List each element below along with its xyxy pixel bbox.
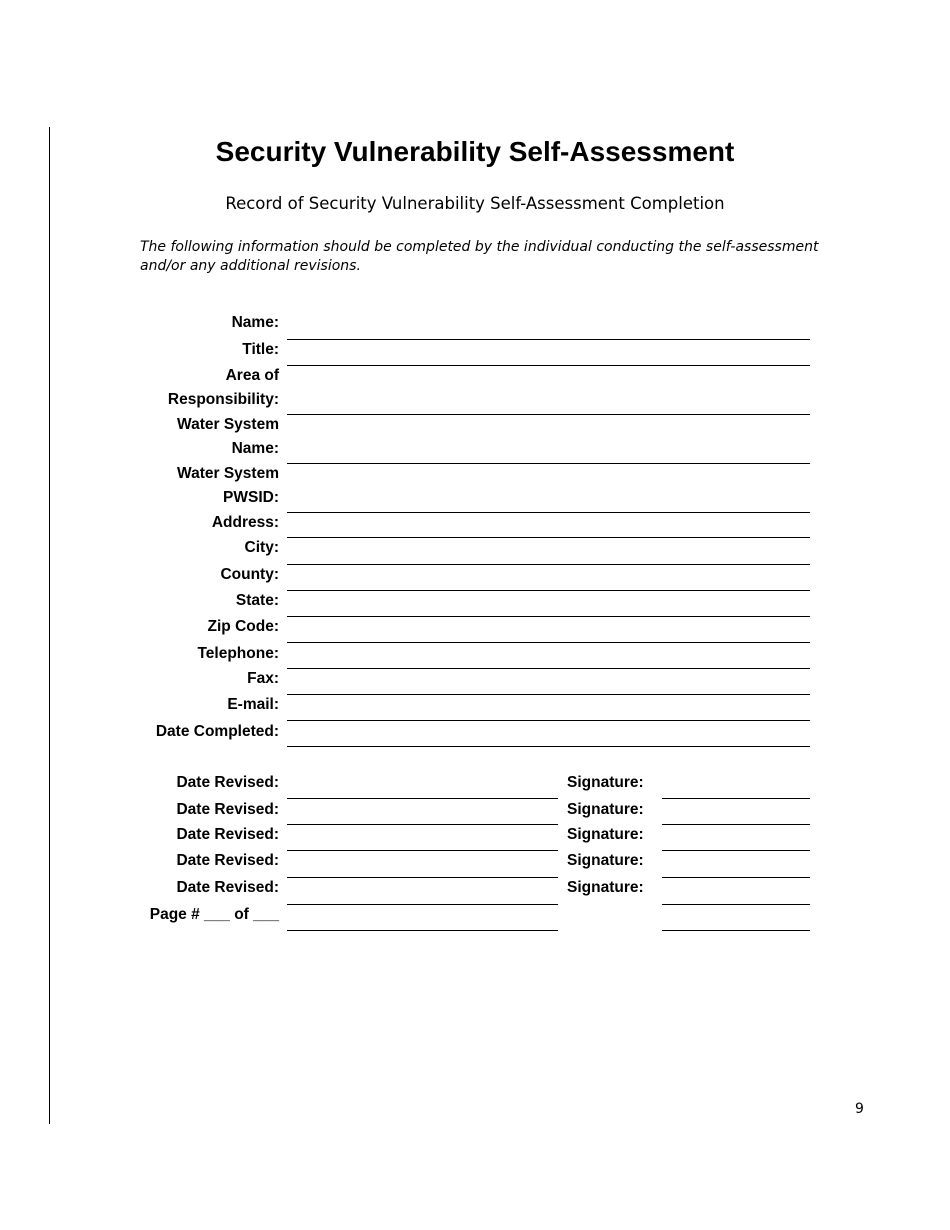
state-field[interactable]: [287, 616, 810, 617]
telephone-field[interactable]: [287, 668, 810, 669]
signature-field-3[interactable]: [662, 850, 810, 851]
page-count-signature-field[interactable]: [662, 930, 810, 931]
date-revised-field-2[interactable]: [287, 824, 558, 825]
intro-line-2: and/or any additional revisions.: [140, 258, 361, 274]
zip-code-label: Zip Code:: [207, 618, 279, 635]
county-field[interactable]: [287, 590, 810, 591]
ws-pwsid-label-line-1: Water System: [177, 465, 279, 482]
water-system-pwsid-field[interactable]: [287, 512, 810, 513]
page-count-label: Page # ___ of ___: [149, 906, 279, 923]
signature-label-1: Signature:: [567, 774, 644, 791]
signature-field-1[interactable]: [662, 798, 810, 799]
date-revised-field-3[interactable]: [287, 850, 558, 851]
title-label: Title:: [242, 341, 279, 358]
ws-name-label-line-2: Name:: [231, 440, 279, 457]
date-completed-field[interactable]: [287, 746, 810, 747]
signature-label-3: Signature:: [567, 826, 644, 843]
name-label: Name:: [231, 314, 279, 331]
address-field[interactable]: [287, 537, 810, 538]
area-label-line-1: Area of: [225, 367, 279, 384]
telephone-label: Telephone:: [197, 645, 279, 662]
signature-field-5[interactable]: [662, 904, 810, 905]
date-revised-field-4[interactable]: [287, 877, 558, 878]
name-field[interactable]: [287, 339, 810, 340]
date-revised-field-5[interactable]: [287, 904, 558, 905]
county-label: County:: [220, 566, 279, 583]
page-title: Security Vulnerability Self-Assessment: [215, 136, 735, 167]
page-number: 9: [855, 1101, 864, 1117]
date-revised-field-1[interactable]: [287, 798, 558, 799]
page-subtitle: Record of Security Vulnerability Self-Assessment Completion: [225, 194, 725, 213]
city-field[interactable]: [287, 564, 810, 565]
zip-code-field[interactable]: [287, 642, 810, 643]
email-label: E-mail:: [227, 696, 279, 713]
page-count-field[interactable]: [287, 930, 558, 931]
fax-field[interactable]: [287, 694, 810, 695]
left-margin-rule: [49, 127, 50, 1124]
signature-field-4[interactable]: [662, 877, 810, 878]
area-of-responsibility-field[interactable]: [287, 414, 810, 415]
address-label: Address:: [211, 514, 279, 531]
email-field[interactable]: [287, 720, 810, 721]
city-label: City:: [244, 539, 279, 556]
signature-label-5: Signature:: [567, 879, 644, 896]
signature-field-2[interactable]: [662, 824, 810, 825]
intro-text: [140, 238, 830, 276]
date-revised-label-5: Date Revised:: [176, 879, 279, 896]
title-field[interactable]: [287, 365, 810, 366]
ws-pwsid-label-line-2: PWSID:: [223, 489, 279, 506]
fax-label: Fax:: [247, 670, 279, 687]
date-revised-label-1: Date Revised:: [176, 774, 279, 791]
date-revised-label-4: Date Revised:: [176, 852, 279, 869]
date-revised-label-3: Date Revised:: [176, 826, 279, 843]
state-label: State:: [235, 592, 279, 609]
signature-label-2: Signature:: [567, 801, 644, 818]
date-revised-label-2: Date Revised:: [176, 801, 279, 818]
area-label-line-2: Responsibility:: [167, 391, 279, 408]
water-system-name-field[interactable]: [287, 463, 810, 464]
signature-label-4: Signature:: [567, 852, 644, 869]
intro-line-1: The following information should be completed by the individual conducting the self-assessment: [140, 239, 819, 255]
date-completed-label: Date Completed:: [155, 723, 279, 740]
ws-name-label-line-1: Water System: [177, 416, 279, 433]
